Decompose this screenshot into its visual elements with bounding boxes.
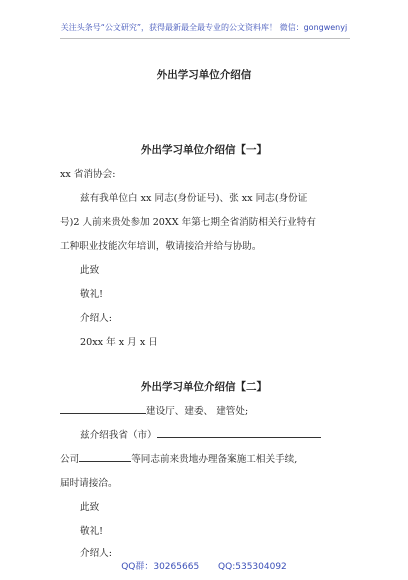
section1-title: 外出学习单位介绍信【一】: [141, 144, 267, 156]
section2-body-line2-blank: [79, 452, 131, 462]
section1-body-line3: 工种职业技能次年培训，敬请接洽并给与协助。: [60, 241, 262, 252]
footer-qq: QQ:535304092: [218, 562, 287, 572]
section1-date: 20xx 年 x 月 x 日: [80, 337, 158, 348]
section2-body-line2: [60, 451, 297, 465]
section1-body-line2: 号)2 人前来贵处参加 20XX 年第七期全省消防相关行业特有: [60, 217, 316, 228]
section1-introducer: 介绍人:: [80, 313, 113, 324]
header-notice: 关注头条号“公文研究”，获得最新最全最专业的公文资料库！ 微信：gongwenyj: [60, 23, 348, 32]
section2-body-line3: 届时请接洽。: [60, 478, 118, 489]
section1-body-line1: 兹有我单位白 xx 同志(身份证号)、张 xx 同志(身份证: [80, 193, 308, 204]
section2-body-line2-prefix: 公司: [60, 454, 80, 465]
section1-closing-1: 此致: [80, 265, 100, 276]
section2-body-line1-text: 兹介绍我省（市）: [80, 430, 157, 441]
section1-salutation: xx 省消协会:: [60, 169, 116, 180]
section2-salutation-line: [60, 403, 248, 417]
section2-closing-2: 敬礼!: [80, 526, 104, 537]
section2-introducer: 介绍人:: [80, 548, 113, 559]
section2-salutation-blank: [60, 404, 146, 414]
footer-qq-group: QQ群：30265665: [121, 562, 200, 572]
section2-body-line1: [80, 427, 321, 441]
document-title: 外出学习单位介绍信: [156, 69, 252, 81]
section1-closing-2: 敬礼!: [80, 289, 104, 300]
section2-salutation: 建设厅、建委、 建管处;: [146, 406, 249, 417]
footer-contact: [0, 559, 408, 572]
header-divider: [60, 38, 350, 39]
section2-body-line1-blank: [157, 428, 321, 438]
section2-body-line2-suffix: 等同志前来贵地办理备案施工相关手续,: [131, 454, 298, 465]
section2-closing-1: 此致: [80, 502, 100, 513]
section2-title: 外出学习单位介绍信【二】: [141, 381, 267, 393]
